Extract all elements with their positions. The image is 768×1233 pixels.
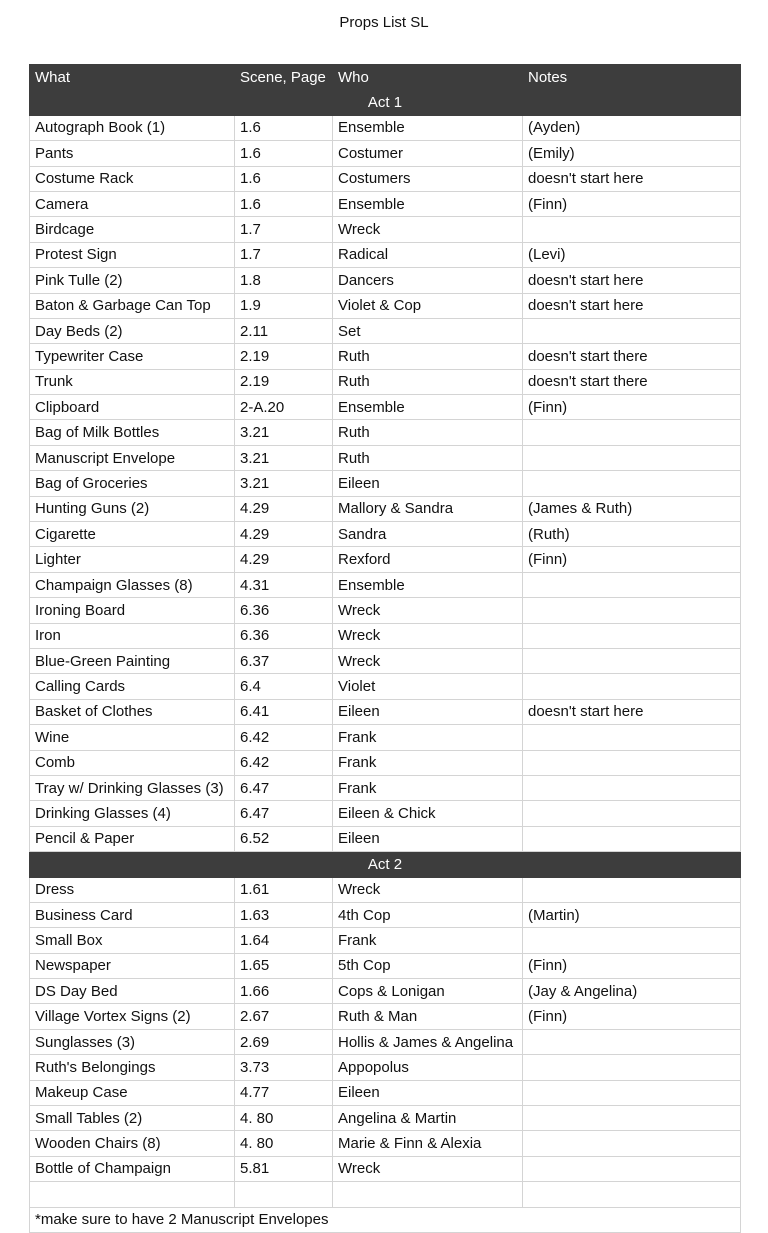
cell-notes: [523, 1029, 741, 1054]
cell-who: 5th Cop: [333, 953, 523, 978]
cell-notes: [523, 1182, 741, 1207]
cell-notes: [523, 623, 741, 648]
table-row: [30, 471, 741, 496]
cell-what: Small Box: [30, 928, 235, 953]
cell-what: Ironing Board: [30, 598, 235, 623]
table-row: [30, 191, 741, 216]
cell-scene-page: 6.42: [235, 725, 333, 750]
cell-notes: (Levi): [523, 242, 741, 267]
cell-scene-page: 1.7: [235, 242, 333, 267]
cell-scene-page: 1.6: [235, 191, 333, 216]
cell-notes: [523, 1055, 741, 1080]
table-row: [30, 775, 741, 800]
cell-scene-page: 1.63: [235, 902, 333, 927]
table-row: [30, 572, 741, 597]
table-row: [30, 902, 741, 927]
cell-scene-page: 3.73: [235, 1055, 333, 1080]
cell-scene-page: 2.19: [235, 344, 333, 369]
cell-notes: [523, 877, 741, 902]
page-title: Props List SL: [339, 14, 429, 31]
cell-scene-page: 6.36: [235, 623, 333, 648]
table-row: [30, 395, 741, 420]
props-table-body: [30, 90, 741, 1233]
cell-who: Radical: [333, 242, 523, 267]
cell-who: Ensemble: [333, 115, 523, 140]
cell-scene-page: 1.8: [235, 268, 333, 293]
cell-what: Calling Cards: [30, 674, 235, 699]
table-row: [30, 598, 741, 623]
cell-notes: [523, 750, 741, 775]
cell-notes: [523, 572, 741, 597]
table-row: [30, 801, 741, 826]
cell-what: Tray w/ Drinking Glasses (3): [30, 775, 235, 800]
cell-notes: [523, 725, 741, 750]
cell-scene-page: 2.67: [235, 1004, 333, 1029]
cell-who: Set: [333, 318, 523, 343]
table-row: [30, 699, 741, 724]
table-row: [30, 725, 741, 750]
cell-who: Frank: [333, 725, 523, 750]
cell-what: Dress: [30, 877, 235, 902]
table-row: [30, 115, 741, 140]
cell-notes: [523, 801, 741, 826]
props-table: [29, 64, 741, 1233]
cell-who: Frank: [333, 928, 523, 953]
cell-notes: [523, 445, 741, 470]
cell-scene-page: 1.7: [235, 217, 333, 242]
cell-what: Pink Tulle (2): [30, 268, 235, 293]
table-row: [30, 877, 741, 902]
cell-scene-page: 1.6: [235, 166, 333, 191]
cell-what: Small Tables (2): [30, 1106, 235, 1131]
table-row: [30, 928, 741, 953]
cell-who: Costumers: [333, 166, 523, 191]
cell-notes: (Finn): [523, 953, 741, 978]
cell-notes: [523, 318, 741, 343]
cell-notes: (Finn): [523, 395, 741, 420]
cell-what: Pants: [30, 141, 235, 166]
cell-scene-page: 4.29: [235, 496, 333, 521]
table-row: [30, 648, 741, 673]
cell-scene-page: 3.21: [235, 445, 333, 470]
column-header-what: What: [30, 65, 235, 90]
cell-who: Wreck: [333, 1156, 523, 1181]
cell-who: Ruth: [333, 420, 523, 445]
cell-who: Eileen & Chick: [333, 801, 523, 826]
cell-notes: (Emily): [523, 141, 741, 166]
table-row: [30, 420, 741, 445]
table-row: [30, 1131, 741, 1156]
table-row: [30, 141, 741, 166]
cell-scene-page: 3.21: [235, 471, 333, 496]
cell-what: Basket of Clothes: [30, 699, 235, 724]
cell-what: Wooden Chairs (8): [30, 1131, 235, 1156]
cell-scene-page: 2-A.20: [235, 395, 333, 420]
cell-who: Ensemble: [333, 395, 523, 420]
cell-scene-page: 6.37: [235, 648, 333, 673]
table-row: [30, 623, 741, 648]
cell-notes: (Finn): [523, 547, 741, 572]
column-header-who: Who: [333, 65, 523, 90]
cell-who: Eileen: [333, 1080, 523, 1105]
table-row: [30, 979, 741, 1004]
table-row: [30, 217, 741, 242]
cell-notes: doesn't start there: [523, 369, 741, 394]
footnote: *make sure to have 2 Manuscript Envelopes: [30, 1207, 741, 1232]
cell-notes: (Finn): [523, 1004, 741, 1029]
cell-notes: (Finn): [523, 191, 741, 216]
cell-what: Ruth's Belongings: [30, 1055, 235, 1080]
cell-what: Typewriter Case: [30, 344, 235, 369]
table-row: [30, 369, 741, 394]
cell-notes: [523, 648, 741, 673]
cell-scene-page: 1.6: [235, 115, 333, 140]
cell-who: Eileen: [333, 699, 523, 724]
table-row: [30, 1029, 741, 1054]
cell-what: DS Day Bed: [30, 979, 235, 1004]
cell-who: [333, 1182, 523, 1207]
table-row: [30, 344, 741, 369]
cell-who: Ruth: [333, 445, 523, 470]
cell-who: Marie & Finn & Alexia: [333, 1131, 523, 1156]
cell-notes: (Martin): [523, 902, 741, 927]
section-label: Act 1: [30, 90, 741, 115]
cell-notes: doesn't start here: [523, 268, 741, 293]
table-row: [30, 166, 741, 191]
cell-scene-page: 4.29: [235, 522, 333, 547]
section-header-act2: [30, 852, 741, 877]
table-row: [30, 1156, 741, 1181]
table-row: [30, 318, 741, 343]
cell-what: Bottle of Champaign: [30, 1156, 235, 1181]
cell-what: Camera: [30, 191, 235, 216]
cell-what: Sunglasses (3): [30, 1029, 235, 1054]
cell-what: Wine: [30, 725, 235, 750]
cell-notes: (Ayden): [523, 115, 741, 140]
table-row: [30, 1182, 741, 1207]
table-row: [30, 674, 741, 699]
table-header-row: [30, 65, 741, 90]
cell-notes: [523, 420, 741, 445]
cell-who: Wreck: [333, 623, 523, 648]
cell-what: Comb: [30, 750, 235, 775]
cell-who: Ensemble: [333, 572, 523, 597]
table-row: [30, 1055, 741, 1080]
cell-what: Trunk: [30, 369, 235, 394]
cell-scene-page: 4.31: [235, 572, 333, 597]
cell-who: Violet: [333, 674, 523, 699]
footnote-row: [30, 1207, 741, 1232]
cell-notes: [523, 826, 741, 851]
cell-who: Cops & Lonigan: [333, 979, 523, 1004]
cell-scene-page: 5.81: [235, 1156, 333, 1181]
cell-what: Clipboard: [30, 395, 235, 420]
cell-what: Business Card: [30, 902, 235, 927]
cell-who: Hollis & James & Angelina: [333, 1029, 523, 1054]
cell-who: Wreck: [333, 648, 523, 673]
cell-who: 4th Cop: [333, 902, 523, 927]
cell-notes: [523, 775, 741, 800]
cell-scene-page: 6.41: [235, 699, 333, 724]
table-row: [30, 953, 741, 978]
cell-who: Ruth & Man: [333, 1004, 523, 1029]
cell-scene-page: 4. 80: [235, 1131, 333, 1156]
table-row: [30, 268, 741, 293]
cell-scene-page: 1.9: [235, 293, 333, 318]
cell-who: Angelina & Martin: [333, 1106, 523, 1131]
cell-notes: [523, 1131, 741, 1156]
cell-what: [30, 1182, 235, 1207]
cell-scene-page: 6.47: [235, 801, 333, 826]
cell-what: Day Beds (2): [30, 318, 235, 343]
cell-what: Champaign Glasses (8): [30, 572, 235, 597]
cell-scene-page: 2.19: [235, 369, 333, 394]
cell-who: Costumer: [333, 141, 523, 166]
cell-scene-page: 1.61: [235, 877, 333, 902]
cell-what: Birdcage: [30, 217, 235, 242]
cell-scene-page: 1.64: [235, 928, 333, 953]
table-row: [30, 547, 741, 572]
cell-who: Ruth: [333, 369, 523, 394]
table-row: [30, 522, 741, 547]
cell-who: Wreck: [333, 217, 523, 242]
cell-scene-page: 6.52: [235, 826, 333, 851]
cell-scene-page: 6.47: [235, 775, 333, 800]
cell-what: Bag of Groceries: [30, 471, 235, 496]
cell-scene-page: 2.11: [235, 318, 333, 343]
cell-who: Violet & Cop: [333, 293, 523, 318]
table-row: [30, 293, 741, 318]
cell-what: Makeup Case: [30, 1080, 235, 1105]
table-row: [30, 826, 741, 851]
cell-who: Wreck: [333, 598, 523, 623]
cell-scene-page: 4.77: [235, 1080, 333, 1105]
cell-notes: (Jay & Angelina): [523, 979, 741, 1004]
table-row: [30, 445, 741, 470]
column-header-scene-page: Scene, Page: [235, 65, 333, 90]
cell-what: Cigarette: [30, 522, 235, 547]
cell-scene-page: 6.4: [235, 674, 333, 699]
cell-who: Appopolus: [333, 1055, 523, 1080]
cell-notes: (Ruth): [523, 522, 741, 547]
cell-notes: doesn't start here: [523, 699, 741, 724]
cell-scene-page: 2.69: [235, 1029, 333, 1054]
table-row: [30, 750, 741, 775]
cell-who: Mallory & Sandra: [333, 496, 523, 521]
cell-scene-page: 1.6: [235, 141, 333, 166]
cell-what: Baton & Garbage Can Top: [30, 293, 235, 318]
cell-who: Wreck: [333, 877, 523, 902]
cell-notes: (James & Ruth): [523, 496, 741, 521]
cell-notes: [523, 1106, 741, 1131]
cell-scene-page: 4. 80: [235, 1106, 333, 1131]
cell-what: Village Vortex Signs (2): [30, 1004, 235, 1029]
cell-who: Rexford: [333, 547, 523, 572]
cell-what: Bag of Milk Bottles: [30, 420, 235, 445]
cell-who: Sandra: [333, 522, 523, 547]
cell-who: Dancers: [333, 268, 523, 293]
cell-what: Protest Sign: [30, 242, 235, 267]
table-row: [30, 242, 741, 267]
cell-notes: [523, 928, 741, 953]
cell-what: Iron: [30, 623, 235, 648]
cell-what: Drinking Glasses (4): [30, 801, 235, 826]
cell-scene-page: 1.66: [235, 979, 333, 1004]
cell-what: Newspaper: [30, 953, 235, 978]
cell-what: Hunting Guns (2): [30, 496, 235, 521]
cell-notes: doesn't start there: [523, 344, 741, 369]
table-row: [30, 1004, 741, 1029]
cell-what: Lighter: [30, 547, 235, 572]
cell-who: Frank: [333, 775, 523, 800]
table-row: [30, 1080, 741, 1105]
cell-what: Blue-Green Painting: [30, 648, 235, 673]
cell-notes: [523, 1080, 741, 1105]
cell-notes: [523, 1156, 741, 1181]
cell-scene-page: 1.65: [235, 953, 333, 978]
cell-notes: [523, 217, 741, 242]
section-header-act1: [30, 90, 741, 115]
cell-notes: [523, 674, 741, 699]
cell-notes: doesn't start here: [523, 293, 741, 318]
section-label: Act 2: [30, 852, 741, 877]
cell-who: Frank: [333, 750, 523, 775]
cell-who: Eileen: [333, 471, 523, 496]
table-row: [30, 496, 741, 521]
cell-what: Costume Rack: [30, 166, 235, 191]
cell-what: Autograph Book (1): [30, 115, 235, 140]
cell-scene-page: 4.29: [235, 547, 333, 572]
cell-notes: doesn't start here: [523, 166, 741, 191]
cell-who: Ruth: [333, 344, 523, 369]
cell-what: Pencil & Paper: [30, 826, 235, 851]
column-header-notes: Notes: [523, 65, 741, 90]
table-row: [30, 1106, 741, 1131]
cell-scene-page: 6.42: [235, 750, 333, 775]
cell-what: Manuscript Envelope: [30, 445, 235, 470]
cell-scene-page: [235, 1182, 333, 1207]
cell-notes: [523, 598, 741, 623]
cell-notes: [523, 471, 741, 496]
cell-who: Eileen: [333, 826, 523, 851]
cell-scene-page: 3.21: [235, 420, 333, 445]
cell-who: Ensemble: [333, 191, 523, 216]
cell-scene-page: 6.36: [235, 598, 333, 623]
